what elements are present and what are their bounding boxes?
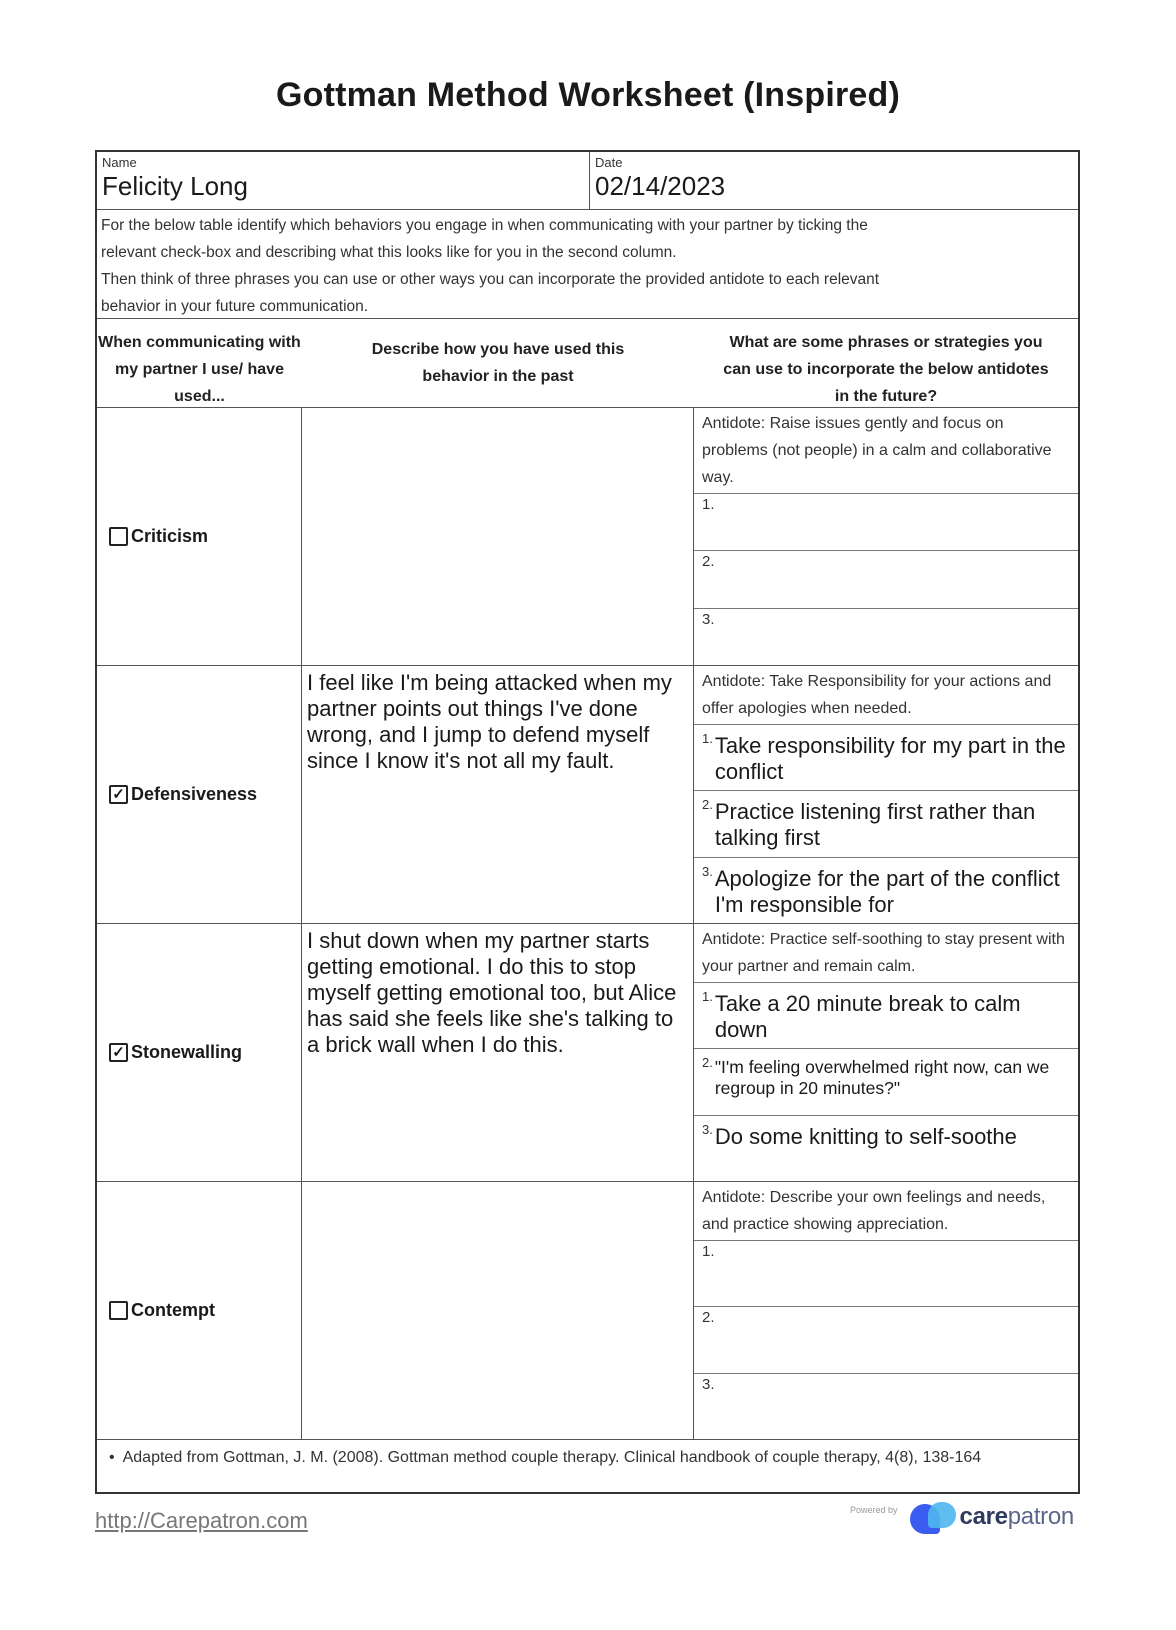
antidote-text: Antidote: Practice self-soothing to stay present with your partner and remain calm. [694, 924, 1078, 983]
column-header-description-text: Describe how you have used this behavior in the past [371, 341, 625, 385]
column-header-strategies [694, 319, 1078, 407]
carepatron-logo-icon [910, 1500, 956, 1534]
brand-name-light: patron [1007, 1503, 1074, 1530]
behavior-cell [97, 1182, 302, 1439]
instructions-line: behavior in your future communication. [101, 298, 369, 315]
contempt-checkbox[interactable] [109, 1301, 128, 1320]
description-input[interactable] [302, 408, 694, 665]
footnote-text: Adapted from Gottman, J. M. (2008). Gottman method couple therapy. Clinical handbook of couple therapy, 4(8), 138-164 [122, 1449, 982, 1466]
client-info-row [97, 152, 1078, 210]
strategy-input[interactable] [694, 983, 1078, 1049]
strategy-input[interactable] [694, 609, 1078, 665]
strategy-text: Practice listening first rather than talking first [714, 799, 1036, 851]
column-header-description [302, 319, 694, 407]
brand-name [960, 1503, 1074, 1531]
footnote-row [97, 1440, 1078, 1492]
strategies-cell [694, 408, 1078, 665]
strategies-cell [694, 1182, 1078, 1439]
worksheet-table [95, 150, 1080, 1494]
criticism-checkbox[interactable] [109, 527, 128, 546]
bullet-icon: • [109, 1449, 115, 1466]
strategy-number: 3. [702, 863, 713, 879]
strategy-input[interactable] [694, 858, 1078, 923]
strategy-number: 3. [702, 1375, 715, 1393]
strategy-number: 2. [702, 1055, 713, 1071]
behavior-row-criticism [97, 408, 1078, 666]
behavior-row-contempt [97, 1182, 1078, 1440]
behavior-cell [97, 666, 302, 923]
strategy-number: 3. [702, 610, 715, 628]
instructions-text [97, 210, 883, 318]
carepatron-link[interactable]: http://Carepatron.com [95, 1508, 308, 1533]
behavior-row-stonewalling [97, 924, 1078, 1182]
date-value[interactable]: 02/14/2023 [595, 171, 726, 201]
antidote-text: Antidote: Describe your own feelings and needs, and practice showing appreciation. [694, 1182, 1078, 1241]
stonewalling-checkbox[interactable]: ✓ [109, 1043, 128, 1062]
strategy-text: Apologize for the part of the conflict I'm responsible for [714, 865, 1060, 917]
strategy-number: 3. [702, 1121, 713, 1137]
behavior-cell [97, 924, 302, 1181]
column-header-strategies-text: What are some phrases or strategies you can use to incorporate the below antidotes in the future? [723, 334, 1049, 405]
strategy-text: Do some knitting to self-soothe [714, 1123, 1017, 1149]
strategy-number: 2. [702, 1309, 715, 1327]
strategy-input[interactable] [694, 1374, 1078, 1439]
instructions-line: relevant check-box and describing what this looks like for you in the second column. [101, 244, 677, 261]
worksheet-title: Gottman Method Worksheet (Inspired) [275, 76, 901, 114]
strategies-cell [694, 924, 1078, 1181]
strategy-input[interactable] [694, 1241, 1078, 1307]
strategy-input[interactable] [694, 1049, 1078, 1115]
footnote [97, 1440, 993, 1492]
brand-name-bold: care [959, 1503, 1008, 1530]
strategy-number: 1. [702, 989, 713, 1004]
name-field[interactable] [97, 152, 590, 209]
strategy-number: 2. [702, 797, 713, 813]
behavior-label: Stonewalling [131, 1042, 243, 1062]
strategy-text: "I'm feeling overwhelmed right now, can we regroup in 20 minutes?" [714, 1057, 1050, 1099]
instructions-line: Then think of three phrases you can use or other ways you can incorporate the provided antidote to each relevant [101, 271, 880, 288]
description-input[interactable]: I shut down when my partner starts getting emotional. I do this to stop myself getting emotional too, but Alice has said she feels like she's talking to a brick wall when I do this. [302, 924, 694, 1181]
strategy-input[interactable] [694, 551, 1078, 608]
antidote-text: Antidote: Take Responsibility for your actions and offer apologies when needed. [694, 666, 1078, 725]
description-input[interactable] [302, 1182, 694, 1439]
name-value[interactable]: Felicity Long [102, 171, 248, 201]
behavior-label: Defensiveness [131, 784, 258, 804]
strategy-text: Take a 20 minute break to calm down [714, 991, 1021, 1042]
strategy-text: Take responsibility for my part in the conflict [714, 733, 1066, 784]
date-field[interactable] [590, 152, 1078, 209]
date-label: Date [595, 155, 623, 170]
strategy-number: 1. [702, 496, 715, 513]
behavior-row-defensiveness [97, 666, 1078, 924]
strategy-input[interactable] [694, 725, 1078, 791]
column-header-row [97, 319, 1078, 408]
strategy-input[interactable] [694, 494, 1078, 551]
instructions-line: For the below table identify which behaviors you engage in when communicating with your partner by ticking the [101, 217, 868, 234]
carepatron-brand[interactable] [850, 1500, 1074, 1534]
strategy-input[interactable] [694, 1116, 1078, 1181]
powered-by-label: Powered by [850, 1505, 898, 1515]
defensiveness-checkbox[interactable]: ✓ [109, 785, 128, 804]
instructions-row [97, 210, 1078, 319]
name-label: Name [102, 155, 137, 170]
description-input[interactable]: I feel like I'm being attacked when my partner points out things I've done wrong, and I jump to defend myself since I know it's not all my fault. [302, 666, 694, 923]
strategy-number: 1. [702, 731, 713, 746]
behavior-label: Contempt [131, 1300, 215, 1320]
strategy-number: 2. [702, 553, 715, 571]
strategies-cell [694, 666, 1078, 923]
strategy-input[interactable] [694, 791, 1078, 857]
antidote-text: Antidote: Raise issues gently and focus on problems (not people) in a calm and collaborative way. [694, 408, 1078, 494]
behavior-label: Criticism [131, 526, 209, 546]
strategy-number: 1. [702, 1243, 715, 1260]
strategy-input[interactable] [694, 1307, 1078, 1373]
column-header-behavior: When communicating with my partner I use/ have used... [98, 334, 301, 405]
behavior-cell [97, 408, 302, 665]
